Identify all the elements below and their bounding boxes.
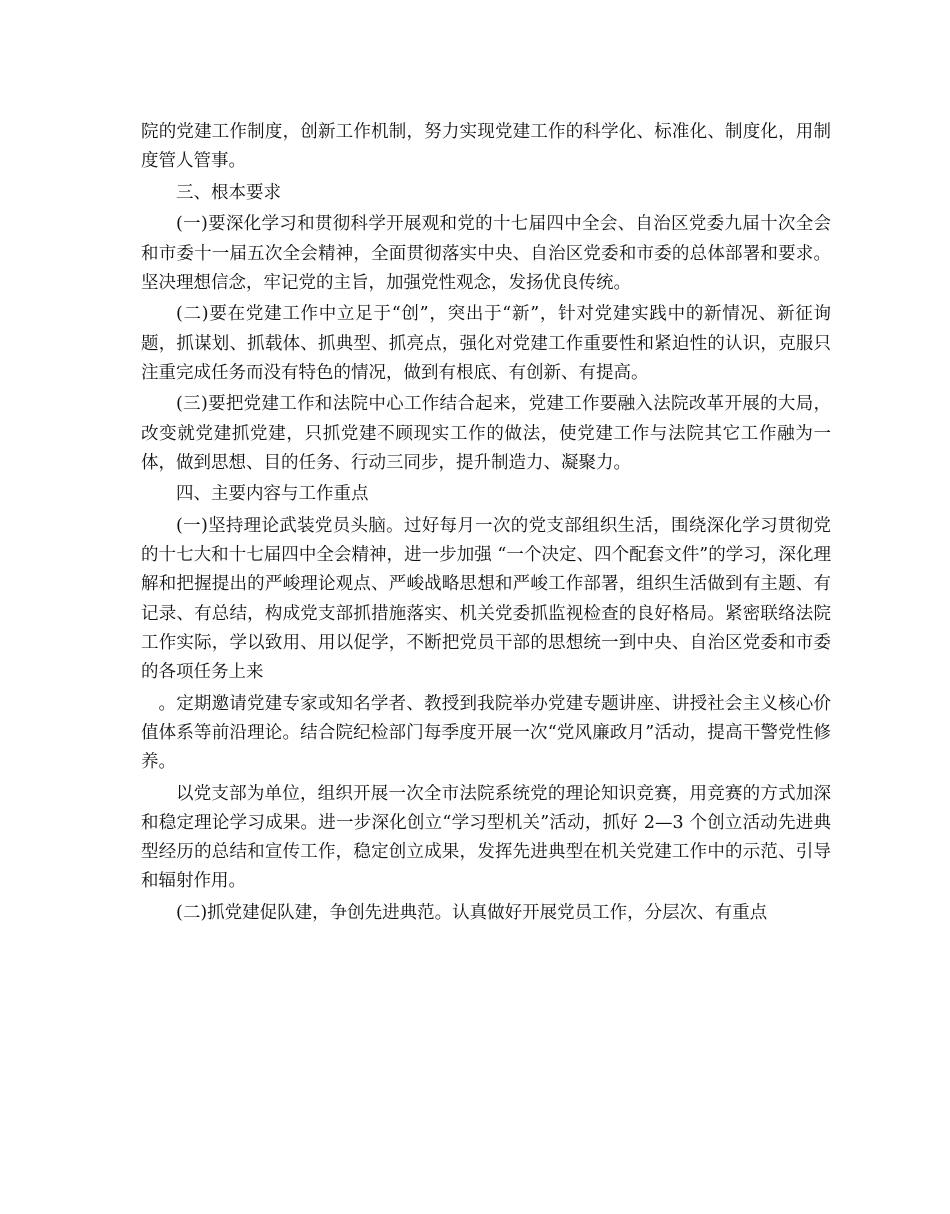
- paragraph-continuation: 院的党建工作制度，创新工作机制，努力实现党建工作的科学化、标准化、制度化，用制度管人管事。: [141, 122, 831, 172]
- section-heading-main-content: 四、主要内容与工作重点: [176, 484, 369, 505]
- paragraph-content-1-continued: 。定期邀请党建专家或知名学者、教授到我院举办党建专题讲座、讲授社会主义核心价值体系等前沿理论。结合院纪检部门每季度开展一次“党风廉政月”活动，提高干警党性修养。: [141, 693, 831, 772]
- document-body: [141, 118, 831, 930]
- paragraph-requirement-1: (一)要深化学习和贯彻科学开展观和党的十七届四中全会、自治区党委九届十次全会和市委十一届五次全会精神，全面贯彻落实中央、自治区党委和市委的总体部署和要求。坚决理想信念，牢记党的主旨，加强党性观念，发扬优良传统。: [141, 214, 831, 293]
- paragraph-requirement-3: (三)要把党建工作和法院中心工作结合起来，党建工作要融入法院改革开展的大局，改变就党建抓党建，只抓党建不顾现实工作的做法，使党建工作与法院其它工作融为一体，做到思想、目的任务、行动三同步，提升制造力、凝聚力。: [141, 394, 831, 473]
- paragraph-content-2: (二)抓党建促队建，争创先进典范。认真做好开展党员工作，分层次、有重点: [176, 902, 768, 923]
- paragraph-content-1: (一)坚持理论武装党员头脑。过好每月一次的党支部组织生活，围绕深化学习贯彻党的十七大和十七届四中全会精神，进一步加强 “一个决定、四个配套文件”的学习，深化理解和把握提出的严峻理论观点、严峻战略思想和严峻工作部署，组织生活做到有主题、有记录、有总结，构成党支部抓措施落实、机关党委抓监视检查的良好格局。紧密联络法院工作实际，学以致用、用以促学，不断把党员干部的思想统一到中央、自治区党委和市委的各项任务上来: [141, 515, 831, 682]
- paragraph-competition: 以党支部为单位，组织开展一次全市法院系统党的理论知识竞赛，用竞赛的方式加深和稳定理论学习成果。进一步深化创立“学习型机关”活动，抓好 2—3 个创立活动先进典型经历的总结和宣传工作，稳定创立成果，发挥先进典型在机关党建工作中的示范、引导和辐射作用。: [141, 783, 831, 892]
- paragraph-requirement-2: (二)要在党建工作中立足于“创”，突出于“新”，针对党建实践中的新情况、新征询题，抓谋划、抓载体、抓典型、抓亮点，强化对党建工作重要性和紧迫性的认识，克服只注重完成任务而没有特色的情况，做到有根底、有创新、有提高。: [141, 304, 831, 383]
- section-heading-requirements: 三、根本要求: [176, 182, 281, 203]
